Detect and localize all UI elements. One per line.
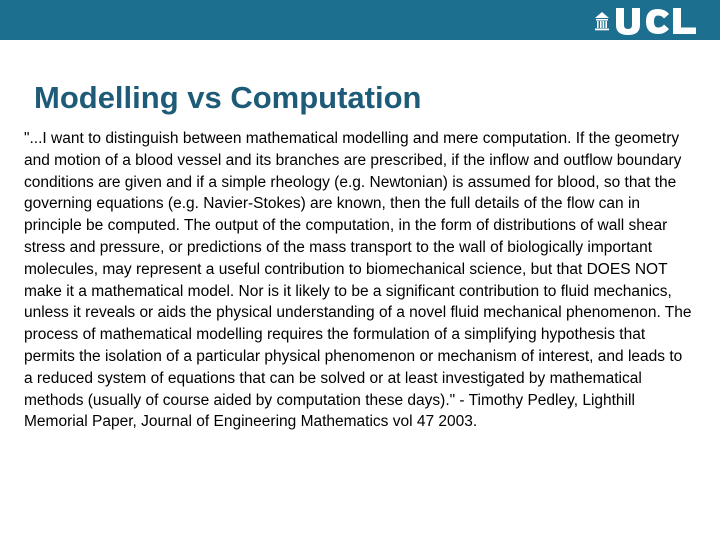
ucl-wordmark: [614, 6, 698, 36]
slide-title: Modelling vs Computation: [34, 80, 422, 115]
ucl-portico-icon: [594, 11, 610, 31]
quote-body: "...I want to distinguish between mathematical modelling and mere computation. If the geometry and motion of a blood vessel and its branches are prescribed, if the inflow and outflow boundary conditions are given and if a simple rheology (e.g. Newtonian) is assumed for blood, so that the governing equations (e.g. Navier-Stokes) are known, then the full details of the flow can in principle be computed. The output of the computation, in the form of distributions of wall shear stress and pressure, or predictions of the mass transport to the wall of biologically important molecules, may represent a useful contribution to biomechanical science, but that DOES NOT make it a mathematical model. Nor is it likely to be a significant contribution to fluid mechanics, unless it reveals or aids the physical understanding of a novel fluid mechanical phenomenon. The process of mathematical modelling requires the formulation of a simplifying hypothesis that permits the isolation of a particular physical phenomenon or mechanism of interest, and leads to a reduced system of equations that can be solved or at least investigated by mathematical methods (usually of course aided by computation these days)." - Timothy Pedley, Lighthill Memorial Paper, Journal of Engineering Mathematics vol 47 2003.: [24, 130, 692, 431]
header-bar: [0, 0, 720, 40]
ucl-logo: [594, 2, 698, 40]
